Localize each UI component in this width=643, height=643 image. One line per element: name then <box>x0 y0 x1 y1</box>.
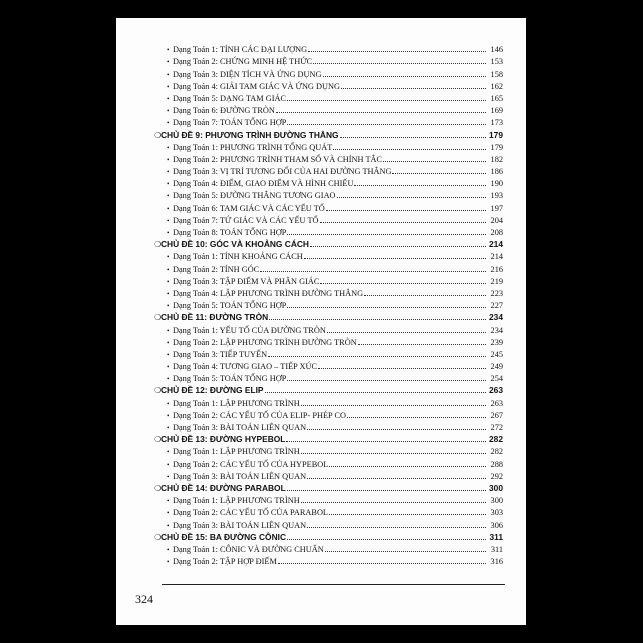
circle-bullet-icon: ❍ <box>154 435 162 445</box>
toc-label: Dạng Toán 7: TỨ GIÁC VÀ CÁC YẾU TỐ <box>173 215 319 225</box>
dot-bullet-icon: • <box>167 216 170 225</box>
toc-page-number: 197 <box>490 203 503 213</box>
toc-page-number: 263 <box>490 398 503 408</box>
leader-dots <box>341 87 486 89</box>
toc-page-number: 208 <box>490 228 503 237</box>
toc-page-number: 267 <box>490 410 503 420</box>
dot-bullet-icon: • <box>167 338 170 347</box>
toc-page-number: 216 <box>490 264 503 274</box>
leader-dots <box>287 306 486 308</box>
page-number: 324 <box>135 592 153 606</box>
leader-dots <box>358 343 486 345</box>
toc-label: Dạng Toán 4: GIẢI TAM GIÁC VÀ ỨNG DỤNG <box>173 81 340 91</box>
toc-entry-row <box>160 359 503 371</box>
dot-bullet-icon: • <box>167 107 170 116</box>
toc-page-number: 204 <box>490 215 503 225</box>
leader-dots <box>307 477 486 479</box>
toc-entry-row <box>160 505 503 517</box>
dot-bullet-icon: • <box>167 411 170 420</box>
toc-label: Dạng Toán 5: DẠNG TAM GIÁC <box>173 93 286 103</box>
toc-page-number: 227 <box>490 301 503 311</box>
toc-entry-row <box>160 456 503 468</box>
toc-entry-row <box>160 517 503 529</box>
leader-dots <box>260 270 486 272</box>
toc-page-number: 219 <box>490 276 503 286</box>
toc-entry-row <box>160 298 503 310</box>
toc-label: CHỦ ĐỀ 11: ĐƯỜNG TRÒN <box>161 312 269 323</box>
toc-entry-row <box>160 176 503 188</box>
leader-dots <box>325 550 486 552</box>
toc-label: Dạng Toán 1: LẬP PHƯƠNG TRÌNH <box>173 398 300 408</box>
dot-bullet-icon: • <box>167 82 170 91</box>
toc-entry-row <box>160 274 503 286</box>
book-page <box>116 18 526 625</box>
leader-dots <box>329 513 486 515</box>
toc-page-number: 303 <box>490 508 503 518</box>
toc-entry-row <box>160 335 503 347</box>
toc-entry-row <box>160 469 503 481</box>
circle-bullet-icon: ❍ <box>154 240 162 250</box>
leader-dots <box>383 160 486 162</box>
toc-page-number: 249 <box>490 362 503 372</box>
toc-entry-row <box>160 54 503 66</box>
dot-bullet-icon: • <box>167 192 170 201</box>
toc-label: Dạng Toán 8: TOÁN TỔNG HỢP <box>173 228 287 237</box>
leader-dots <box>392 172 486 174</box>
toc-page-number: 186 <box>490 167 503 177</box>
dot-bullet-icon: • <box>167 558 170 567</box>
toc-label: Dạng Toán 3: TẬP ĐIỂM VÀ PHÂN GIÁC <box>173 276 320 286</box>
toc-page-number: 234 <box>489 312 503 323</box>
leader-dots <box>265 391 486 393</box>
dot-bullet-icon: • <box>167 350 170 359</box>
toc-page-number: 254 <box>490 374 503 384</box>
toc-label: Dạng Toán 7: TOÁN TỔNG HỢP <box>173 118 287 128</box>
toc-page-number: 300 <box>489 482 503 493</box>
toc-label: Dạng Toán 4: LẬP PHƯƠNG TRÌNH ĐƯỜNG THẲNG <box>173 288 364 298</box>
circle-bullet-icon: ❍ <box>154 130 162 140</box>
toc-entry-row <box>160 103 503 115</box>
toc-page-number: 263 <box>489 385 503 396</box>
dot-bullet-icon: • <box>167 363 170 372</box>
toc-label: Dạng Toán 1: TÍNH KHOẢNG CÁCH <box>173 252 303 262</box>
toc-chapter-row <box>154 530 503 542</box>
leader-dots <box>287 379 486 381</box>
toc-entry-row <box>160 493 503 505</box>
toc-chapter-row <box>154 127 503 140</box>
toc-entry-row <box>160 286 503 298</box>
circle-bullet-icon: ❍ <box>154 313 162 323</box>
toc-entry-row <box>160 261 503 273</box>
leader-dots <box>323 75 486 77</box>
dot-bullet-icon: • <box>167 180 170 189</box>
toc-label: Dạng Toán 6: TAM GIÁC VÀ CÁC YẾU TỐ <box>173 203 325 213</box>
toc-page-number: 146 <box>490 45 503 55</box>
toc-entry-row <box>160 115 503 127</box>
toc-entry-row <box>160 200 503 212</box>
toc-label: Dạng Toán 3: VỊ TRÍ TƯƠNG ĐỐI CỦA HAI ĐƯỜNG THẲNG <box>173 167 392 177</box>
toc-entry-row <box>160 188 503 200</box>
toc-entry-row <box>160 420 503 432</box>
toc-label: CHỦ ĐỀ 10: GÓC VÀ KHOẢNG CÁCH <box>161 239 309 250</box>
toc-label: Dạng Toán 5: TOÁN TỔNG HỢP <box>173 374 287 384</box>
toc-label: CHỦ ĐỀ 9: PHƯƠNG TRÌNH ĐƯỜNG THẲNG <box>161 129 339 140</box>
toc-entry-row <box>160 542 503 554</box>
toc-label: CHỦ ĐỀ 12: ĐƯỜNG ELIP <box>161 385 264 396</box>
toc-label: Dạng Toán 2: CÁC YẾU TỐ CỦA HYPEBOL <box>173 459 329 469</box>
toc-page-number: 311 <box>490 544 503 554</box>
dot-bullet-icon: • <box>167 277 170 286</box>
toc-page-number: 282 <box>489 434 503 445</box>
toc-label: Dạng Toán 3: TIẾP TUYẾN <box>173 349 268 359</box>
toc-entry-row <box>160 554 503 566</box>
toc-page-number: 239 <box>490 337 503 347</box>
toc-label: Dạng Toán 3: BÀI TOÁN LIÊN QUAN <box>173 520 307 530</box>
dot-bullet-icon: • <box>167 70 170 79</box>
toc-label: Dạng Toán 2: CÁC YẾU TỐ CỦA ELIP- PHÉP CO <box>173 410 346 420</box>
dot-bullet-icon: • <box>167 94 170 103</box>
toc-entry-row <box>160 249 503 261</box>
toc-label: Dạng Toán 1: YẾU TỐ CỦA ĐƯỜNG TRÒN <box>173 325 326 335</box>
leader-dots <box>313 62 486 64</box>
toc-page-number: 272 <box>490 423 503 432</box>
dot-bullet-icon: • <box>167 326 170 335</box>
toc-chapter-row <box>154 310 503 323</box>
dot-bullet-icon: • <box>167 168 170 177</box>
toc-label: Dạng Toán 3: BÀI TOÁN LIÊN QUAN <box>173 423 307 432</box>
toc-label: CHỦ ĐỀ 13: ĐƯỜNG HYPEBOL <box>161 434 286 445</box>
circle-bullet-icon: ❍ <box>154 386 162 396</box>
leader-dots <box>287 489 486 491</box>
toc-label: Dạng Toán 1: CÔNIC VÀ ĐƯỜNG CHUẨN <box>173 544 324 554</box>
toc-entry-row <box>160 395 503 407</box>
dot-bullet-icon: • <box>167 46 170 55</box>
dot-bullet-icon: • <box>167 143 170 152</box>
toc-label: Dạng Toán 2: TẬP HỢP ĐIỂM <box>173 557 277 567</box>
toc-entry-row <box>160 322 503 334</box>
leader-dots <box>326 209 486 211</box>
toc-label: Dạng Toán 2: LẬP PHƯƠNG TRÌNH ĐƯỜNG TRÒN <box>173 337 357 347</box>
toc-page-number: 300 <box>490 496 503 506</box>
leader-dots <box>354 184 486 186</box>
toc-label: Dạng Toán 1: PHƯƠNG TRÌNH TỔNG QUÁT <box>173 142 333 152</box>
toc-label: Dạng Toán 2: CÁC YẾU TỐ CỦA PARABOL <box>173 508 328 518</box>
leader-dots <box>276 111 486 113</box>
leader-dots <box>307 428 486 430</box>
toc-entry-row <box>160 371 503 383</box>
leader-dots <box>287 233 486 235</box>
leader-dots <box>268 355 486 357</box>
toc-entry-row <box>160 213 503 225</box>
toc-chapter-row <box>154 481 503 493</box>
toc-entry-row <box>160 79 503 91</box>
toc-label: Dạng Toán 2: CHỨNG MINH HỆ THỨC <box>173 57 313 67</box>
toc-page-number: 288 <box>490 459 503 469</box>
leader-dots <box>320 282 486 284</box>
toc-page-number: 234 <box>490 325 503 335</box>
dot-bullet-icon: • <box>167 509 170 518</box>
toc-label: Dạng Toán 2: TÍNH GÓC <box>173 264 260 274</box>
leader-dots <box>301 452 486 454</box>
toc-label: Dạng Toán 5: ĐƯỜNG THẲNG TƯƠNG GIAO <box>173 191 336 201</box>
dot-bullet-icon: • <box>167 229 170 237</box>
toc-label: Dạng Toán 2: PHƯƠNG TRÌNH THAM SỐ VÀ CHÍNH TẮC <box>173 154 383 164</box>
toc-page-number: 158 <box>490 69 503 79</box>
leader-dots <box>310 245 486 247</box>
dot-bullet-icon: • <box>167 375 170 384</box>
toc-label: Dạng Toán 3: DIỆN TÍCH VÀ ỨNG DỤNG <box>173 69 322 79</box>
dot-bullet-icon: • <box>167 265 170 274</box>
dot-bullet-icon: • <box>167 253 170 262</box>
toc-label: Dạng Toán 1: TÍNH CÁC ĐẠI LƯỢNG <box>173 45 308 55</box>
toc-entry-row <box>160 152 503 164</box>
toc-page-number: 193 <box>490 191 503 201</box>
toc-page-number: 316 <box>490 557 503 567</box>
leader-dots <box>337 196 486 198</box>
toc-label: Dạng Toán 5: TOÁN TỔNG HỢP <box>173 301 287 311</box>
dot-bullet-icon: • <box>167 424 170 432</box>
toc-page-number: 214 <box>490 252 503 262</box>
dot-bullet-icon: • <box>167 58 170 67</box>
leader-dots <box>327 331 486 333</box>
toc-entry-row <box>160 66 503 78</box>
toc-label: Dạng Toán 1: LẬP PHƯƠNG TRÌNH <box>173 496 300 506</box>
toc-page-number: 153 <box>490 57 503 67</box>
toc-page-number: 182 <box>490 154 503 164</box>
toc-entry-row <box>160 140 503 152</box>
toc-chapter-row <box>154 383 503 396</box>
toc-label: CHỦ ĐỀ 14: ĐƯỜNG PARABOL <box>161 482 286 493</box>
dot-bullet-icon: • <box>167 448 170 457</box>
toc-label: Dạng Toán 6: ĐƯỜNG TRÒN <box>173 106 275 116</box>
footer-rule <box>162 584 505 585</box>
toc-page-number: 165 <box>490 93 503 103</box>
dot-bullet-icon: • <box>167 155 170 164</box>
leader-dots <box>329 465 486 467</box>
toc-chapter-row <box>154 237 503 250</box>
toc-page-number: 282 <box>490 447 503 457</box>
toc-entry-row <box>160 225 503 237</box>
leader-dots <box>269 318 486 320</box>
dot-bullet-icon: • <box>167 302 170 311</box>
toc-page-number: 245 <box>490 349 503 359</box>
leader-dots <box>301 501 486 503</box>
toc-page-number: 306 <box>490 520 503 530</box>
leader-dots <box>304 257 486 259</box>
dot-bullet-icon: • <box>167 472 170 481</box>
leader-dots <box>333 148 486 150</box>
toc-label: Dạng Toán 3: BÀI TOÁN LIÊN QUAN <box>173 471 307 481</box>
dot-bullet-icon: • <box>167 460 170 469</box>
circle-bullet-icon: ❍ <box>154 483 162 493</box>
leader-dots <box>307 526 486 528</box>
toc-page-number: 179 <box>489 129 503 140</box>
dot-bullet-icon: • <box>167 289 170 298</box>
leader-dots <box>286 440 486 442</box>
toc-page-number: 179 <box>490 142 503 152</box>
dot-bullet-icon: • <box>167 119 170 128</box>
toc-page-number: 223 <box>490 288 503 298</box>
dot-bullet-icon: • <box>167 521 170 530</box>
toc-entry-row <box>160 42 503 54</box>
leader-dots <box>301 404 486 406</box>
dot-bullet-icon: • <box>167 497 170 506</box>
leader-dots <box>364 294 486 296</box>
toc-chapter-row <box>154 432 503 445</box>
toc-label: Dạng Toán 4: TƯƠNG GIAO – TIẾP XÚC <box>173 362 318 372</box>
dot-bullet-icon: • <box>167 204 170 213</box>
circle-bullet-icon: ❍ <box>154 532 162 542</box>
leader-dots <box>308 50 486 52</box>
toc-page-number: 162 <box>490 81 503 91</box>
leader-dots <box>278 562 486 564</box>
toc-label: CHỦ ĐỀ 15: BA ĐƯỜNG CÔNIC <box>161 531 286 542</box>
toc-page-number: 169 <box>490 106 503 116</box>
toc-page-number: 292 <box>490 471 503 481</box>
toc-label: Dạng Toán 4: ĐIỂM, GIAO ĐIỂM VÀ HÌNH CHIẾU <box>173 179 354 189</box>
leader-dots <box>347 416 486 418</box>
toc-label: Dạng Toán 1: LẬP PHƯƠNG TRÌNH <box>173 447 300 457</box>
leader-dots <box>287 123 486 125</box>
leader-dots <box>320 221 486 223</box>
leader-dots <box>340 136 486 138</box>
leader-dots <box>318 367 486 369</box>
toc-entry-row <box>160 444 503 456</box>
table-of-contents <box>154 42 503 567</box>
toc-entry-row <box>160 91 503 103</box>
toc-page-number: 214 <box>489 239 503 250</box>
toc-entry-row <box>160 164 503 176</box>
dot-bullet-icon: • <box>167 545 170 554</box>
dot-bullet-icon: • <box>167 399 170 408</box>
toc-entry-row <box>160 347 503 359</box>
toc-page-number: 190 <box>490 179 503 189</box>
toc-page-number: 311 <box>489 531 503 542</box>
leader-dots <box>287 99 486 101</box>
toc-entry-row <box>160 408 503 420</box>
leader-dots <box>287 538 486 540</box>
toc-page-number: 173 <box>490 118 503 128</box>
